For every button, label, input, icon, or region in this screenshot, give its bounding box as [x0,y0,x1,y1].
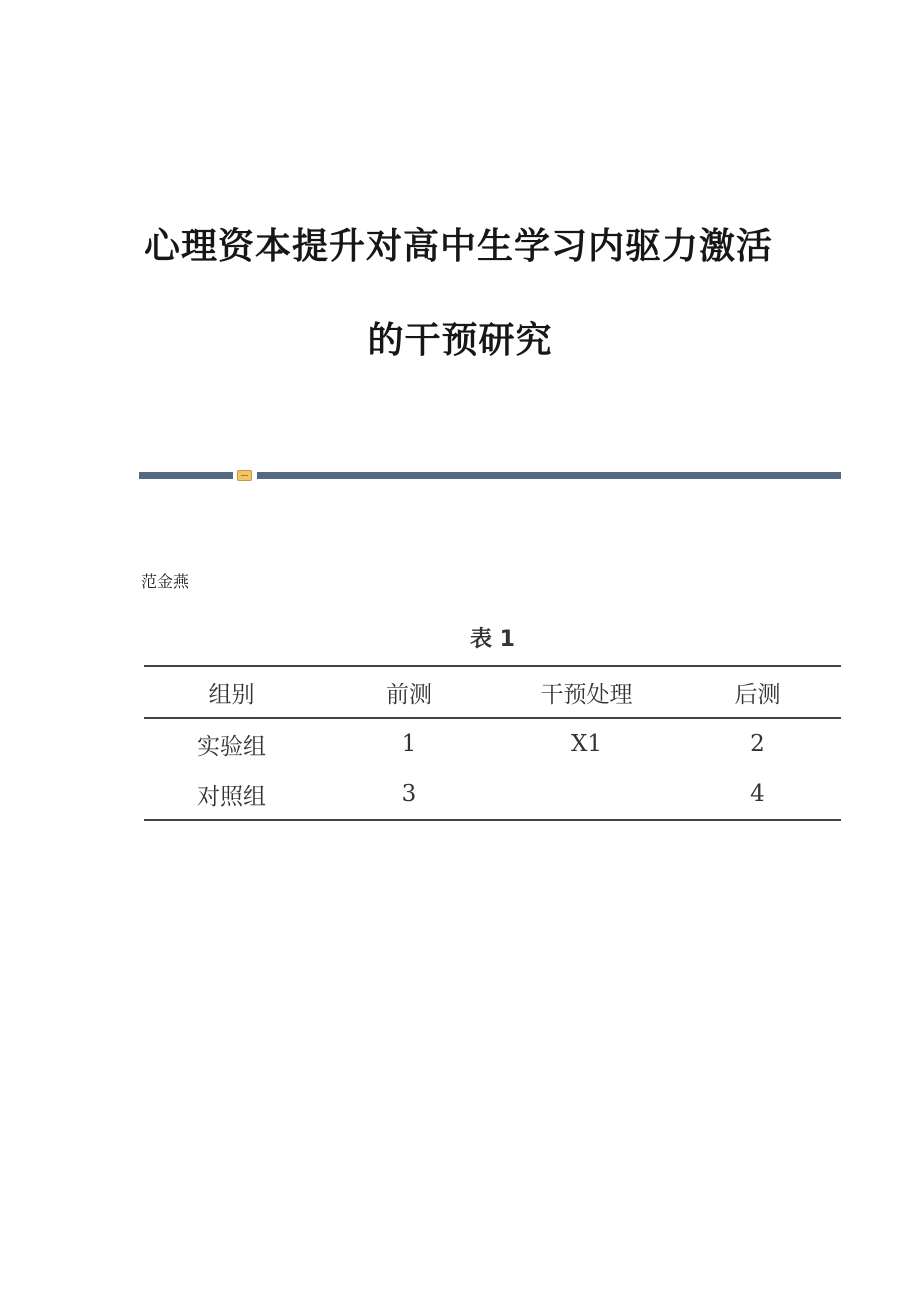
author-name: 范金燕 [141,572,190,591]
cell-treatment: X1 [570,731,602,757]
cell-pretest: 3 [401,781,417,807]
table-row [144,718,841,769]
document-title-line-1: 心理资本提升对高中生学习内驱力激活 [144,226,774,267]
table-header-row [144,666,841,718]
header-pretest: 前测 [386,681,432,708]
divider-bar-right [257,472,841,479]
cell-group: 实验组 [197,733,266,760]
document-title-line-2: 的干预研究 [367,320,553,361]
header-treatment: 干预处理 [540,681,633,708]
cell-treatment [499,769,674,820]
header-posttest: 后测 [734,681,781,708]
header-group: 组别 [208,681,255,708]
section-divider [139,470,841,480]
cell-group: 对照组 [197,783,266,810]
data-table [144,665,841,821]
cell-posttest: 4 [750,781,765,807]
table-caption: 表 1 [470,627,515,652]
cell-posttest: 2 [750,731,765,757]
table-row [144,769,841,820]
cell-pretest: 1 [401,731,417,757]
divider-bar-left [139,472,233,479]
divider-ornament-icon [237,470,252,481]
